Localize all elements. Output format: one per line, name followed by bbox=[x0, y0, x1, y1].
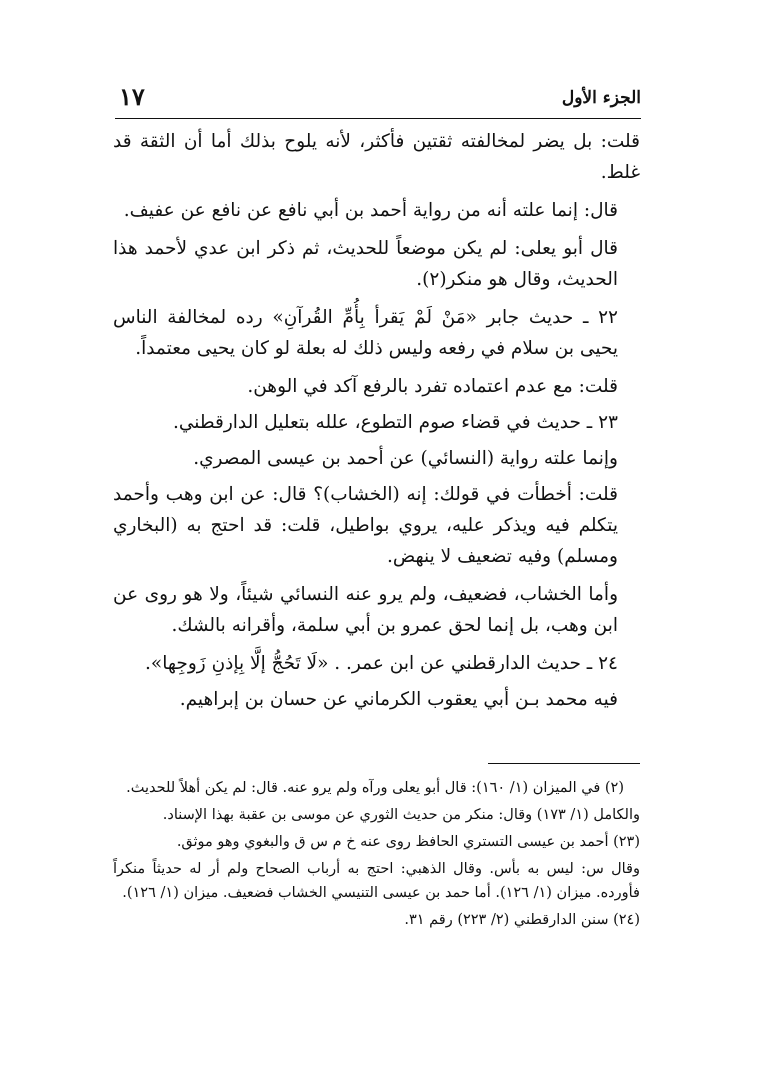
page-header bbox=[115, 82, 641, 119]
hadith-22: ٢٢ ـ حديث جابر «مَنْ لَمْ يَقرأ بِأُمِّ القُرآنِ» رده لمخالفة الناس يحيى بن سلام في رفعه وليس ذلك له بعلة لو كان يحيى معتمداً. bbox=[113, 307, 618, 359]
paragraph-9: وأما الخشاب، فضعيف، ولم يرو عنه النسائي شيئاً، ولا هو روى عن ابن وهب، بل إنما لحق عمرو بن أبي سلمة، وأقرانه بالشك. bbox=[113, 584, 618, 636]
paragraph-7: وإنما علته رواية (النسائي) عن أحمد بن عيسى المصري. bbox=[193, 448, 618, 469]
footnote-2-cont: والكامل (١/ ١٧٣) وقال: منكر من حديث الثوري عن موسى بن عقبة بهذا الإسناد. bbox=[162, 807, 640, 823]
paragraph-1: قلت: بل يضر لمخالفته ثقتين فأكثر، لأنه يلوح بذلك أما أن الثقة قد غلط. bbox=[113, 131, 640, 183]
footnote-23-cont: وقال س: ليس به بأس. وقال الذهبي: احتج به أرباب الصحاح ولم أر له حديثاً منكراً فأورده. ميزان (١/ ١٢٦). أما حمد بن عيسى التنيسي الخشاب فضعيف. ميزان (١/ ١٢٦). bbox=[113, 861, 640, 901]
footnote-separator bbox=[488, 763, 640, 764]
footnote-24: (٢٤) سنن الدارقطني (٢/ ٢٢٣) رقم ٣١. bbox=[404, 912, 640, 928]
footnotes bbox=[113, 776, 640, 935]
running-title: الجزء الأول bbox=[561, 88, 641, 108]
main-text bbox=[113, 126, 640, 720]
paragraph-5: قلت: مع عدم اعتماده تفرد بالرفع آكد في الوهن. bbox=[247, 376, 618, 397]
hadith-23: ٢٣ ـ حديث في قضاء صوم التطوع، علله بتعليل الدارقطني. bbox=[172, 412, 618, 433]
hadith-24: ٢٤ ـ حديث الدارقطني عن ابن عمر. . «لَا تَحُجُّ إلَّا بِإذنِ زَوجِها». bbox=[145, 653, 618, 674]
paragraph-11: فيه محمد بـن أبي يعقوب الكرماني عن حسان بن إبراهيم. bbox=[179, 689, 618, 710]
paragraph-3: قال أبو يعلى: لم يكن موضعاً للحديث، ثم ذكر ابن عدي لأحمد هذا الحديث، وقال هو منكر(٢). bbox=[113, 238, 618, 290]
footnote-2: (٢) في الميزان (١/ ١٦٠): قال أبو يعلى ورآه ولم يرو عنه. قال: لم يكن أهلاً للحديث. bbox=[126, 780, 624, 796]
page-number: ١٧ bbox=[119, 82, 145, 111]
paragraph-8: قلت: أخطأت في قولك: إنه (الخشاب)؟ قال: عن ابن وهب وأحمد يتكلم فيه ويذكر عليه، يروي بواطيل، قلت: قد احتج به (البخاري ومسلم) وفيه تضعيف لا ينهض. bbox=[113, 484, 618, 567]
paragraph-2: قال: إنما علته أنه من رواية أحمد بن أبي نافع عن نافع عن عفيف. bbox=[123, 200, 618, 221]
footnote-23: (٢٣) أحمد بن عيسى التستري الحافظ روى عنه خ م س ق والبغوي وهو موثق. bbox=[176, 834, 640, 850]
